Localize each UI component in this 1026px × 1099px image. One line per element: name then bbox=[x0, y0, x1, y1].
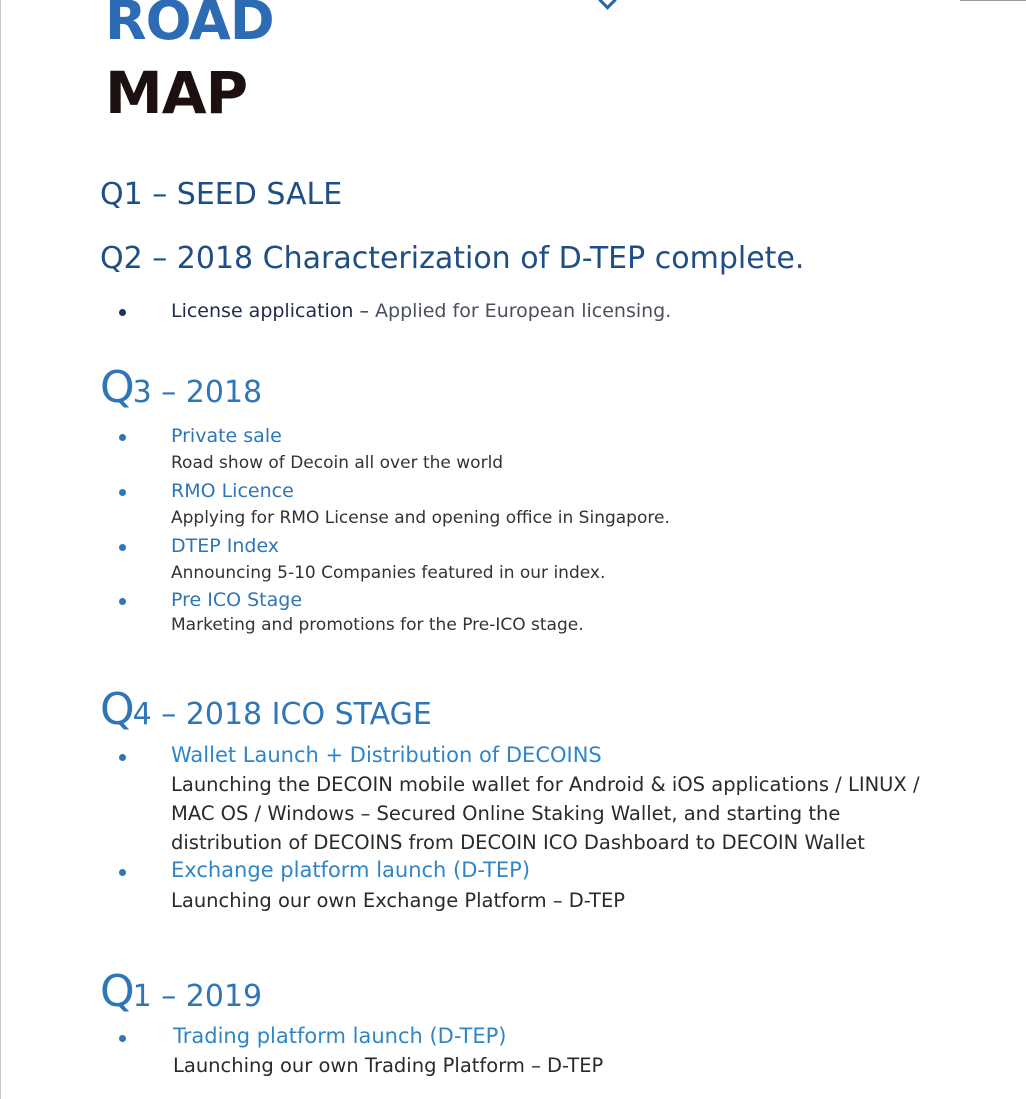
page-title-road: ROAD bbox=[105, 0, 274, 52]
item-desc-line: MAC OS / Windows – Secured Online Staking Wallet, and starting the bbox=[171, 802, 841, 825]
chevron-down-icon bbox=[598, 0, 616, 10]
license-application-text: Applied for European licensing. bbox=[369, 300, 672, 322]
item-title-pre-ico-stage: Pre ICO Stage bbox=[171, 589, 303, 611]
item-desc-private-sale: Road show of Decoin all over the world bbox=[171, 453, 504, 473]
heading-q1-2019-rest: 1 – 2019 bbox=[132, 979, 263, 1014]
item-title-exchange-platform: Exchange platform launch (D-TEP) bbox=[171, 858, 531, 882]
item-desc-exchange-platform bbox=[171, 886, 625, 915]
item-desc-line: Launching the DECOIN mobile wallet for Android & iOS applications / LINUX / bbox=[171, 773, 920, 796]
item-desc-line: Launching our own Exchange Platform – D-TEP bbox=[171, 889, 626, 912]
heading-q1-2019-letter: Q bbox=[100, 966, 133, 1017]
bullet-icon bbox=[119, 598, 126, 605]
item-title-private-sale: Private sale bbox=[171, 425, 282, 447]
item-desc-pre-ico-stage: Marketing and promotions for the Pre-ICO stage. bbox=[171, 615, 584, 635]
item-desc-dtep-index: Announcing 5-10 Companies featured in our index. bbox=[171, 563, 606, 583]
heading-q1-2019 bbox=[100, 966, 263, 1017]
bullet-icon bbox=[119, 1035, 126, 1042]
bullet-icon bbox=[119, 869, 126, 876]
heading-q3-rest: 3 – 2018 bbox=[132, 375, 263, 410]
bullet-icon bbox=[119, 434, 126, 441]
bullet-icon bbox=[119, 309, 126, 316]
bullet-icon bbox=[119, 489, 126, 496]
heading-q1-seed-sale: Q1 – SEED SALE bbox=[100, 177, 343, 212]
item-title-trading-platform: Trading platform launch (D-TEP) bbox=[173, 1024, 507, 1048]
page-title-map: MAP bbox=[105, 59, 248, 127]
license-application-label: License application – bbox=[171, 300, 370, 322]
item-title-rmo-licence: RMO Licence bbox=[171, 480, 294, 502]
bullet-icon bbox=[119, 544, 126, 551]
heading-q4-rest: 4 – 2018 ICO STAGE bbox=[132, 697, 432, 732]
heading-q4-2018-ico-stage bbox=[100, 684, 432, 735]
item-desc-line: Launching our own Trading Platform – D-TEP bbox=[173, 1054, 604, 1077]
item-desc-line: distribution of DECOINS from DECOIN ICO Dashboard to DECOIN Wallet bbox=[171, 831, 865, 854]
heading-q2-2018: Q2 – 2018 Characterization of D-TEP complete. bbox=[100, 241, 805, 276]
top-rule bbox=[960, 0, 1026, 1]
heading-q3-letter: Q bbox=[100, 362, 133, 413]
item-desc-wallet-launch bbox=[171, 770, 920, 857]
item-desc-rmo-licence: Applying for RMO License and opening office in Singapore. bbox=[171, 508, 670, 528]
heading-q4-letter: Q bbox=[100, 684, 133, 735]
item-title-dtep-index: DTEP Index bbox=[171, 535, 280, 557]
bullet-icon bbox=[119, 754, 126, 761]
item-title-wallet-launch: Wallet Launch + Distribution of DECOINS bbox=[171, 743, 602, 767]
heading-q3-2018 bbox=[100, 362, 263, 413]
item-desc-trading-platform bbox=[173, 1051, 603, 1080]
list-item-license-application bbox=[171, 302, 671, 321]
